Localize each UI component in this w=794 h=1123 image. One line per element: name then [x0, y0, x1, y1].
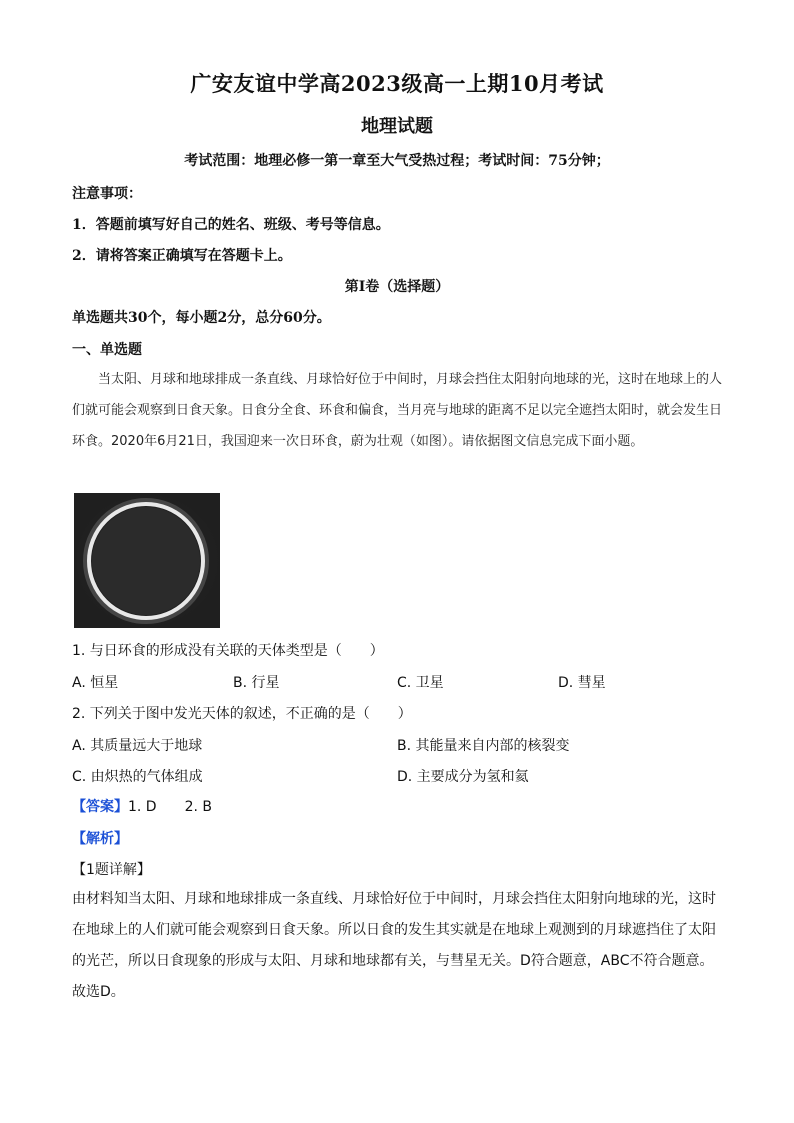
passage-text: 当太阳、月球和地球排成一条直线、月球恰好位于中间时，月球会挡住太阳射向地球的光，这时在地球上的人们就可能会观察到日食天象。日食分全食、环食和偏食，当月亮与地球的距离不足以完全遮挡太阳时，就会发生日环食。2020年6月21日，我国迎来一次日环食，蔚为壮观（如图）。请依据图文信息完成下面小题。	[72, 372, 723, 449]
eclipse-ring-icon	[74, 493, 220, 628]
exam-scope: 考试范围：地理必修一第一章至大气受热过程；考试时间：75分钟；	[184, 153, 610, 169]
q2-option-a[interactable]: A. 其质量远大于地球	[72, 738, 203, 754]
q1-option-b[interactable]: B. 行星	[233, 675, 280, 691]
notes-item-1: 1．答题前填写好自己的姓名、班级、考号等信息。	[72, 217, 390, 233]
analysis-label: 【解析】	[72, 831, 128, 847]
subject-title: 地理试题	[361, 116, 433, 137]
question-2-stem: 2. 下列关于图中发光天体的叙述，不正确的是（ ）	[72, 706, 412, 722]
section-instructions: 单选题共30个，每小题2分，总分60分。	[72, 310, 331, 326]
q1-option-a[interactable]: A. 恒星	[72, 675, 119, 691]
answer-label: 【答案】	[72, 799, 128, 815]
annular-eclipse-photo	[74, 493, 220, 628]
q2-option-c[interactable]: C. 由炽热的气体组成	[72, 769, 203, 785]
detail-text: 由材料知当太阳、月球和地球排成一条直线、月球恰好位于中间时，月球会挡住太阳射向地球的光，这时在地球上的人们就可能会观察到日食天象。所以日食的发生其实就是在地球上观测到的月球遮挡住了太阳的光芒，所以日食现象的形成与太阳、月球和地球都有关，与彗星无关。D符合题意，ABC不符合题意。故选D。	[72, 891, 716, 1000]
answer-values: 1. D 2. B	[128, 799, 212, 815]
q1-option-c[interactable]: C. 卫星	[397, 675, 444, 691]
q2-option-b[interactable]: B. 其能量来自内部的核裂变	[397, 738, 570, 754]
notes-item-2: 2．请将答案正确填写在答题卡上。	[72, 248, 292, 264]
answer-line	[72, 796, 212, 816]
section-title: 第I卷（选择题）	[344, 279, 450, 295]
q2-option-d[interactable]: D. 主要成分为氢和氦	[397, 769, 529, 785]
part-heading: 一、单选题	[72, 342, 142, 358]
q1-option-d[interactable]: D. 彗星	[558, 675, 606, 691]
question-1-stem: 1. 与日环食的形成没有关联的天体类型是（ ）	[72, 643, 384, 659]
reading-passage	[72, 364, 722, 457]
notes-heading: 注意事项：	[72, 186, 142, 202]
detail-label: 【1题详解】	[72, 862, 151, 878]
exam-title: 广安友谊中学高2023级高一上期10月考试	[190, 71, 604, 96]
